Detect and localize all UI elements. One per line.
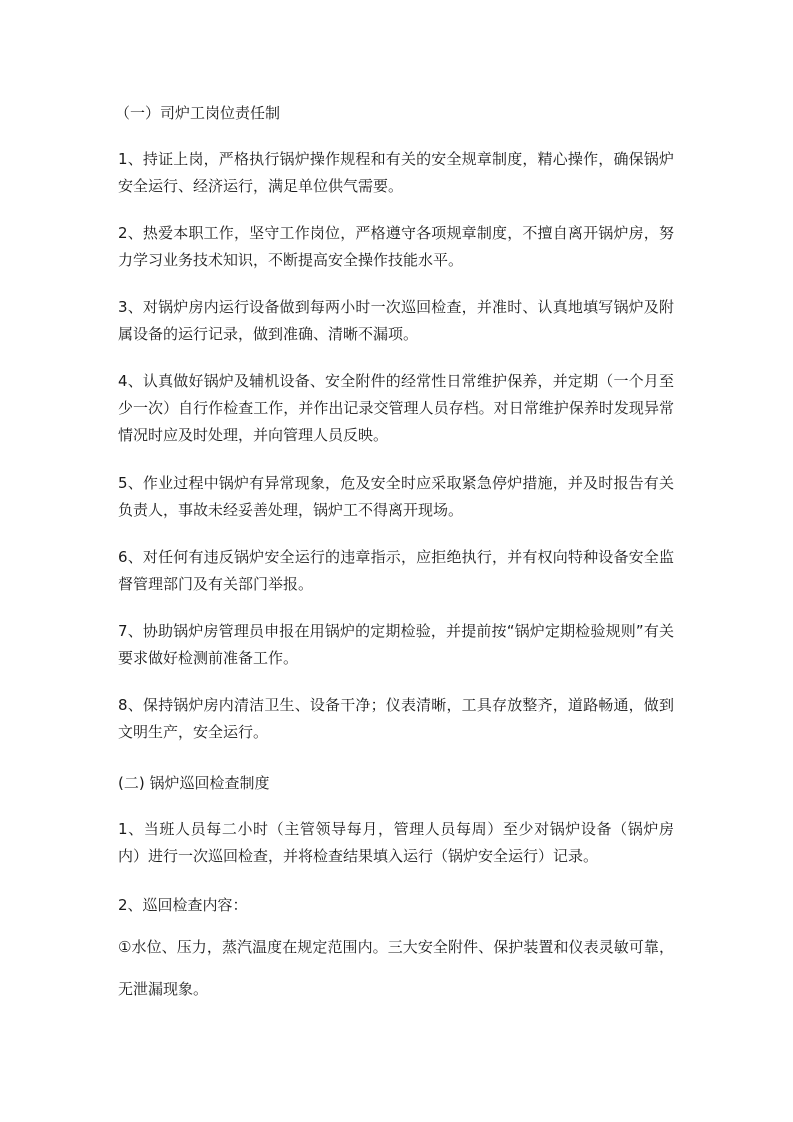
section-1-item-2: 2、热爱本职工作，坚守工作岗位，严格遵守各项规章制度，不擅自离开锅炉房，努力学习业务技术知识，不断提高安全操作技能水平。 [118, 224, 674, 269]
section-1-item-7: 7、协助锅炉房管理员申报在用锅炉的定期检验，并提前按“锅炉定期检验规则”有关要求做好检测前准备工作。 [118, 622, 674, 667]
section-1-item-6: 6、对任何有违反锅炉安全运行的违章指示，应拒绝执行，并有权向特种设备安全监督管理部门及有关部门举报。 [118, 548, 674, 593]
section-2-item-3: ①水位、压力，蒸汽温度在规定范围内。三大安全附件、保护装置和仪表灵敏可靠，无泄漏现象。 [118, 938, 674, 998]
section-1-item-5: 5、作业过程中锅炉有异常现象，危及安全时应采取紧急停炉措施，并及时报告有关负责人，事故未经妥善处理，锅炉工不得离开现场。 [118, 474, 674, 519]
section-2-heading: (二) 锅炉巡回检查制度 [118, 774, 270, 792]
section-2-item-1: 1、当班人员每二小时（主管领导每月，管理人员每周）至少对锅炉设备（锅炉房内）进行一次巡回检查，并将检查结果填入运行（锅炉安全运行）记录。 [118, 820, 674, 865]
section-1-item-8: 8、保持锅炉房内清洁卫生、设备干净；仪表清晰，工具存放整齐，道路畅通，做到文明生产，安全运行。 [118, 696, 674, 741]
section-2-item-2: 2、巡回检查内容： [118, 896, 248, 914]
section-1-heading: （一）司炉工岗位责任制 [115, 104, 281, 122]
section-1-item-1: 1、持证上岗，严格执行锅炉操作规程和有关的安全规章制度，精心操作，确保锅炉安全运行、经济运行，满足单位供气需要。 [118, 150, 674, 195]
section-1-item-4: 4、认真做好锅炉及辅机设备、安全附件的经常性日常维护保养，并定期（一个月至少一次）自行作检查工作，并作出记录交管理人员存档。对日常维护保养时发现异常情况时应及时处理，并向管理人员反映。 [118, 372, 674, 444]
section-1-item-3: 3、对锅炉房内运行设备做到每两小时一次巡回检查，并准时、认真地填写锅炉及附属设备的运行记录，做到准确、清晰不漏项。 [118, 298, 674, 343]
